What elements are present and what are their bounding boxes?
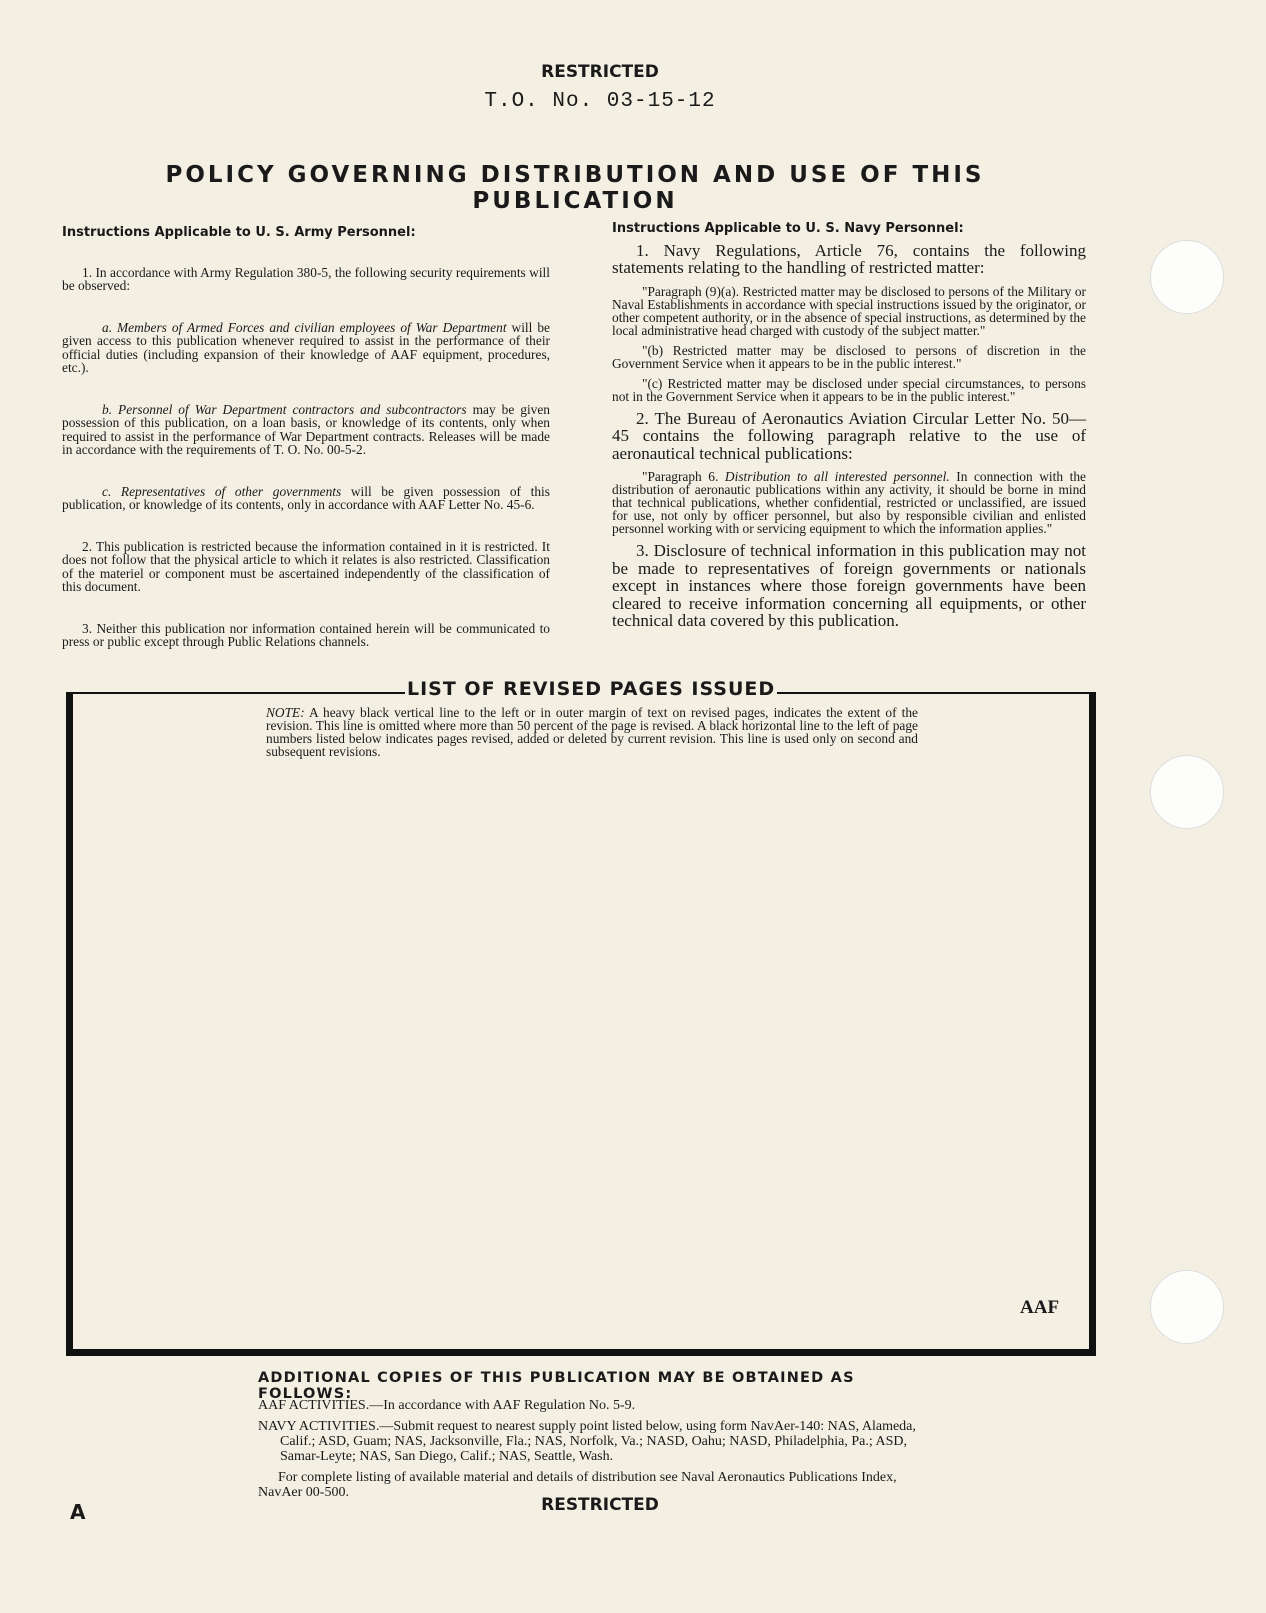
revised-note: [266, 706, 918, 758]
army-p2: 2. This publication is restricted because the information contained in it is restricted. It does not follow that the physical article to which it relates is also restricted. Classification of the materiel or component must be ascertained independently of the classification of this document.: [62, 538, 550, 594]
navy-p2: 2. The Bureau of Aeronautics Aviation Circular Letter No. 50—45 contains the following paragraph relative to the use of aeronautical technical publications:: [612, 408, 1086, 463]
aaf-stamp: AAF: [1020, 1297, 1060, 1318]
punch-hole-icon: [1150, 755, 1224, 829]
revised-pages-title: LIST OF REVISED PAGES ISSUED: [407, 678, 776, 700]
navy-quote-b: "(b) Restricted matter may be disclosed to persons of discretion in the Government Service when it appears to be in the public interest.": [612, 342, 1086, 371]
navy-quote-6: [612, 470, 1086, 535]
page-title: POLICY GOVERNING DISTRIBUTION AND USE OF THIS PUBLICATION: [165, 162, 985, 214]
army-pc: [62, 485, 550, 512]
army-p3: 3. Neither this publication nor information contained herein will be communicated to press or public except through Public Relations channels.: [62, 620, 550, 649]
army-pa-italic: a. Members of Armed Forces and civilian employees of War Department: [102, 319, 507, 335]
additional-copies-info: [258, 1398, 938, 1506]
additional-copies-heading: ADDITIONAL COPIES OF THIS PUBLICATION MAY BE OBTAINED AS FOLLOWS:: [258, 1370, 855, 1402]
navy-heading: Instructions Applicable to U. S. Navy Personnel:: [612, 221, 964, 236]
navy-instructions: [612, 222, 1086, 638]
army-p1: 1. In accordance with Army Regulation 380-5, the following security requirements will be observed:: [62, 264, 550, 293]
punch-hole-icon: [1150, 1270, 1224, 1344]
army-pc-text: will be given possession of this publication, or knowledge of its contents, only in accordance with AAF Letter No. 45-6.: [62, 483, 550, 512]
army-pb-text: may be given possession of this publication, on a loan basis, or knowledge of its contents, only when required to assist in the performance of War Department contracts. Releases will be made in accordance with the requirements of T. O. No. 00-5-2.: [62, 401, 550, 457]
army-pb: [62, 403, 550, 457]
note-label: NOTE:: [266, 705, 305, 720]
navy-p1: 1. Navy Regulations, Article 76, contains the following statements relating to the handling of restricted matter:: [612, 240, 1086, 277]
q6-italic: Distribution to all interested personnel.: [724, 469, 950, 484]
index-reference: For complete listing of available material and details of distribution see Naval Aeronautics Publications Index, NavAer 00-500.: [258, 1470, 897, 1500]
navy-quote-a: "Paragraph (9)(a). Restricted matter may be disclosed to persons of the Military or Naval Establishments in accordance with special instructions issued by the originator, or other competent authority, or in the absence of special instructions, as determined by the local administrative head charged with custody of the subject matter.": [612, 283, 1086, 338]
navy-activities: NAVY ACTIVITIES.—Submit request to nearest supply point listed below, using form NavAer-140: NAS, Alameda, Calif.; ASD, Guam; NAS, Jacksonville, Fla.; NAS, Norfolk, Va.; NASD, Oahu; NASD, Philadelphia, Pa.; ASD, Samar-Leyte; NAS, San Diego, Calif.; NAS, Seattle, Wash.: [258, 1419, 916, 1464]
q6-text: In connection with the distribution of aeronautic publications within any activity, it should be borne in mind that technical publications, whether confidential, restricted or unclassified, are issued for use, not only by officer personnel, but also by responsible civilian and enlisted personnel working with or servicing equipment to which the information applies.": [612, 469, 1086, 536]
navy-p3: 3. Disclosure of technical information in this publication may not be made to representatives of foreign governments or nationals except in instances where those foreign governments have been cleared to receive information concerning all equipments, or other technical data covered by this publication.: [612, 541, 1086, 630]
footer-classification: RESTRICTED: [541, 1495, 659, 1515]
q6-lead: "Paragraph 6.: [642, 469, 725, 484]
army-instructions: [62, 226, 550, 677]
aaf-activities: AAF ACTIVITIES.—In accordance with AAF Regulation No. 5-9.: [258, 1398, 636, 1413]
army-heading: Instructions Applicable to U. S. Army Personnel:: [62, 225, 416, 240]
army-pc-italic: c. Representatives of other governments: [102, 483, 342, 499]
to-number: T.O. No. 03-15-12: [484, 90, 716, 113]
page-number: A: [70, 1500, 86, 1524]
revised-pages-box: [66, 693, 1096, 1356]
note-text: A heavy black vertical line to the left or in outer margin of text on revised pages, indicates the extent of the revision. This line is omitted where more than 50 percent of the page is revised. A black horizontal line to the left of page numbers listed below indicates pages revised, added or deleted by current revision. This line is used only on second and subsequent revisions.: [266, 705, 918, 759]
punch-hole-icon: [1150, 240, 1224, 314]
header-classification: RESTRICTED: [541, 62, 659, 82]
army-pb-italic: b. Personnel of War Department contractors and subcontractors: [102, 401, 467, 417]
army-pa: [62, 321, 550, 375]
army-pa-text: will be given access to this publication whenever required to assist in the performance of their official duties (including expansion of their knowledge of AAF equipment, procedures, etc.).: [62, 319, 550, 375]
navy-quote-c: "(c) Restricted matter may be disclosed under special circumstances, to persons not in the Government Service when it appears to be in the public interest.": [612, 375, 1086, 404]
